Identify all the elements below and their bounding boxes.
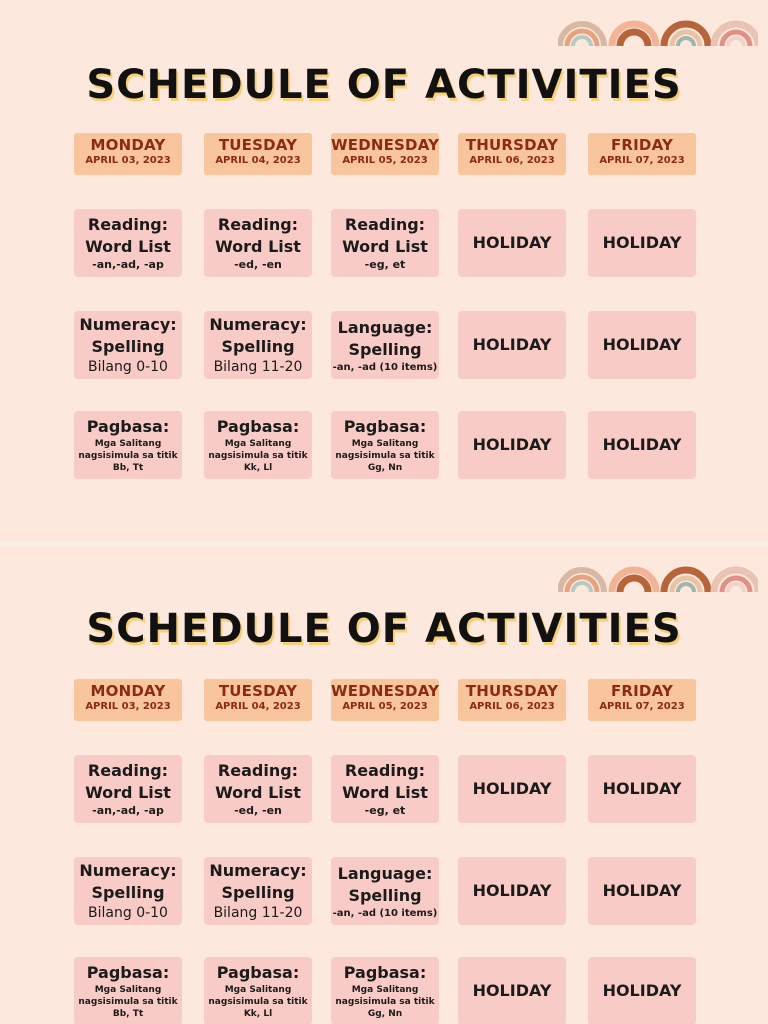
activity-title: HOLIDAY [602, 335, 682, 354]
day-name: MONDAY [90, 682, 166, 700]
activity-title: Pagbasa: [216, 417, 300, 436]
day-date: APRIL 05, 2023 [342, 155, 428, 166]
rainbow-icon [664, 24, 708, 46]
activity-title: HOLIDAY [602, 981, 682, 1000]
activity-description: Mga Salitang nagsisimula sa titik [208, 985, 308, 1007]
activity-detail: -ed, -en [234, 804, 282, 817]
day-name: TUESDAY [218, 136, 298, 154]
activity-title: Pagbasa: [343, 417, 427, 436]
activity-cell [204, 311, 312, 379]
activity-title: HOLIDAY [472, 435, 552, 454]
activity-subject: Word List [215, 783, 301, 802]
day-name: WEDNESDAY [331, 136, 440, 154]
activity-title: Reading: [87, 761, 169, 780]
holiday-cell [588, 411, 696, 479]
day-header-wednesday [331, 133, 439, 175]
holiday-cell [588, 209, 696, 277]
activity-letters: Kk, Ll [243, 1009, 273, 1019]
holiday-cell [458, 957, 566, 1024]
rainbow-icon [714, 570, 758, 592]
schedule-sheet-2 [0, 546, 768, 1024]
day-date: APRIL 03, 2023 [85, 155, 171, 166]
rainbow-decoration [558, 8, 758, 48]
day-date: APRIL 07, 2023 [599, 155, 685, 166]
activity-title: HOLIDAY [472, 335, 552, 354]
holiday-cell [588, 857, 696, 925]
activity-detail: Bilang 11-20 [213, 359, 303, 375]
activity-letters: Bb, Tt [112, 463, 144, 473]
day-date: APRIL 05, 2023 [342, 701, 428, 712]
day-name: THURSDAY [465, 682, 559, 700]
holiday-cell [458, 755, 566, 823]
activity-cell [204, 857, 312, 925]
activity-title: Pagbasa: [86, 417, 170, 436]
rainbow-decoration [558, 554, 758, 594]
day-header-wednesday [331, 679, 439, 721]
activity-title: HOLIDAY [602, 435, 682, 454]
holiday-cell [458, 857, 566, 925]
activity-cell [74, 209, 182, 277]
activity-subject: Spelling [91, 337, 165, 356]
holiday-cell [458, 311, 566, 379]
activity-detail: -an, -ad (10 items) [332, 361, 438, 373]
activity-title: HOLIDAY [602, 779, 682, 798]
activity-cell [74, 755, 182, 823]
activity-title: Reading: [344, 215, 426, 234]
activity-detail: -an,-ad, -ap [92, 804, 164, 817]
day-header-friday [588, 133, 696, 175]
holiday-cell [458, 209, 566, 277]
rainbow-icon [714, 24, 758, 46]
activity-cell [204, 755, 312, 823]
activity-subject: Word List [342, 783, 428, 802]
activity-title: Numeracy: [79, 315, 177, 334]
activity-letters: Gg, Nn [367, 463, 403, 473]
rainbow-icon [560, 570, 604, 592]
activity-title: Pagbasa: [343, 963, 427, 982]
activity-letters: Kk, Ll [243, 463, 273, 473]
rainbow-icon [560, 24, 604, 46]
holiday-cell [458, 411, 566, 479]
activity-subject: Spelling [221, 337, 295, 356]
activity-title: HOLIDAY [472, 881, 552, 900]
activity-cell [331, 209, 439, 277]
activity-cell [331, 411, 439, 479]
activity-detail: -ed, -en [234, 258, 282, 271]
day-header-thursday [458, 679, 566, 721]
activity-description: Mga Salitang nagsisimula sa titik [335, 985, 435, 1007]
activity-cell [74, 957, 182, 1024]
day-date: APRIL 03, 2023 [85, 701, 171, 712]
activity-description: Mga Salitang nagsisimula sa titik [78, 985, 178, 1007]
activity-title: Reading: [87, 215, 169, 234]
activity-subject: Spelling [348, 885, 422, 905]
day-header-tuesday [204, 679, 312, 721]
activity-letters: Bb, Tt [112, 1009, 144, 1019]
activity-title: HOLIDAY [472, 981, 552, 1000]
day-date: APRIL 04, 2023 [215, 701, 301, 712]
day-name: THURSDAY [465, 136, 559, 154]
day-name: FRIDAY [610, 136, 674, 154]
activity-title: Reading: [344, 761, 426, 780]
holiday-cell [588, 755, 696, 823]
activity-title: Numeracy: [209, 315, 307, 334]
activity-title: Numeracy: [79, 861, 177, 880]
rainbow-icon [612, 24, 656, 46]
activity-detail: Bilang 11-20 [213, 905, 303, 921]
activity-subject: Spelling [221, 883, 295, 902]
day-header-monday [74, 133, 182, 175]
day-header-monday [74, 679, 182, 721]
activity-subject: Word List [342, 237, 428, 256]
activity-title: HOLIDAY [472, 779, 552, 798]
day-header-tuesday [204, 133, 312, 175]
activity-subject: Word List [85, 783, 171, 802]
page-title: SCHEDULE OF ACTIVITIES [86, 62, 682, 108]
activity-detail: -an,-ad, -ap [92, 258, 164, 271]
day-name: MONDAY [90, 136, 166, 154]
activity-description: Mga Salitang nagsisimula sa titik [78, 439, 178, 461]
activity-subject: Spelling [348, 339, 422, 359]
activity-detail: Bilang 0-10 [88, 905, 168, 921]
day-date: APRIL 04, 2023 [215, 155, 301, 166]
activity-cell [331, 857, 439, 925]
activity-detail: -eg, et [364, 804, 406, 817]
holiday-cell [588, 957, 696, 1024]
activity-cell [74, 857, 182, 925]
day-date: APRIL 06, 2023 [469, 155, 555, 166]
activity-subject: Word List [85, 237, 171, 256]
day-header-thursday [458, 133, 566, 175]
activity-title: Reading: [217, 761, 299, 780]
day-name: WEDNESDAY [331, 682, 440, 700]
activity-title: Language: [337, 317, 433, 337]
activity-cell [331, 957, 439, 1024]
page-title: SCHEDULE OF ACTIVITIES [86, 606, 682, 652]
activity-cell [204, 411, 312, 479]
activity-cell [74, 411, 182, 479]
activity-title: Language: [337, 863, 433, 883]
activity-detail: -eg, et [364, 258, 406, 271]
activity-detail: Bilang 0-10 [88, 359, 168, 375]
activity-letters: Gg, Nn [367, 1009, 403, 1019]
activity-subject: Spelling [91, 883, 165, 902]
day-date: APRIL 06, 2023 [469, 701, 555, 712]
activity-title: Pagbasa: [216, 963, 300, 982]
activity-detail: -an, -ad (10 items) [332, 907, 438, 919]
day-name: FRIDAY [610, 682, 674, 700]
day-header-friday [588, 679, 696, 721]
day-date: APRIL 07, 2023 [599, 701, 685, 712]
activity-cell [204, 209, 312, 277]
holiday-cell [588, 311, 696, 379]
activity-cell [331, 755, 439, 823]
day-name: TUESDAY [218, 682, 298, 700]
activity-title: Pagbasa: [86, 963, 170, 982]
activity-cell [74, 311, 182, 379]
activity-title: HOLIDAY [602, 881, 682, 900]
activity-title: Numeracy: [209, 861, 307, 880]
activity-title: HOLIDAY [472, 233, 552, 252]
rainbow-icon [664, 570, 708, 592]
activity-title: Reading: [217, 215, 299, 234]
activity-cell [204, 957, 312, 1024]
activity-title: HOLIDAY [602, 233, 682, 252]
activity-cell [331, 311, 439, 379]
activity-description: Mga Salitang nagsisimula sa titik [208, 439, 308, 461]
rainbow-icon [612, 570, 656, 592]
activity-description: Mga Salitang nagsisimula sa titik [335, 439, 435, 461]
activity-subject: Word List [215, 237, 301, 256]
